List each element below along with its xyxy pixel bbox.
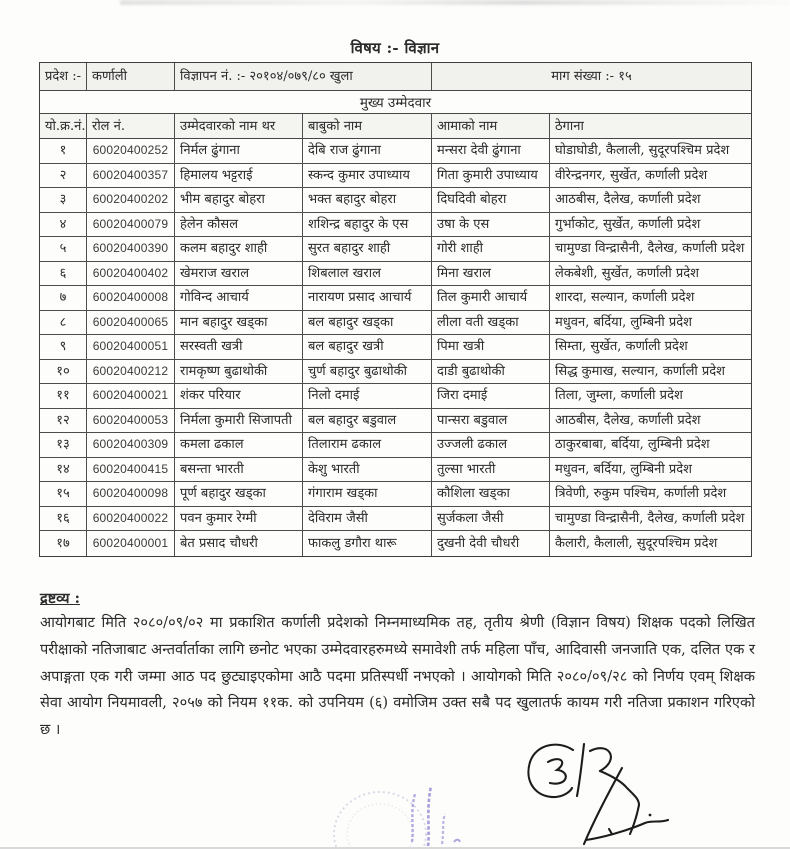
roll-number-cell: 60020400357 [87,164,175,188]
candidate-name-cell: हिमालय भट्टराई [175,164,303,188]
roll-number-cell: 60020400402 [87,262,175,286]
father-name-cell: केशु भारती [303,458,432,482]
roll-number-cell: 60020400022 [87,507,175,531]
signature [498,726,708,847]
table-row [40,213,751,238]
address-cell: आठबीस, दैलेख, कर्णाली प्रदेश [555,412,701,428]
address-cell: चामुण्डा विन्द्रासैनी, दैलेख, कर्णाली प्रदेश [555,510,745,526]
candidate-name-cell: बसन्ता भारती [175,458,303,482]
roll-number-cell: 60020400202 [87,188,175,212]
candidate-name-cell: सरस्वती खत्री [175,335,303,359]
address-cell: कैलारी, कैलाली, सुदूरपश्चिम प्रदेश [555,535,718,551]
father-name-cell: देबि राज ढुंगाना [303,139,432,163]
candidate-name-cell: पवन कुमार रेग्मी [175,507,303,531]
table-row [40,360,751,385]
table-row [40,335,751,360]
info-row [40,63,751,91]
table-row [40,188,751,213]
mother-name-cell: पिमा खत्री [432,335,550,359]
table-row [40,286,751,311]
candidate-name-cell: मान बहादुर खड्का [175,311,303,335]
candidate-name-cell: रामकृष्ण बुढाथोकी [175,360,303,384]
mother-name-cell: लीला वती खड्का [432,311,550,335]
address-cell: चामुण्डा विन्द्रासैनी, दैलेख, कर्णाली प्रदेश [555,241,745,257]
table-row [40,507,751,532]
serial-cell: १४ [40,458,87,482]
mother-name-cell: तुल्सा भारती [432,458,550,482]
table-row [40,531,751,556]
father-name-cell: तिलाराम ढकाल [303,433,432,457]
candidate-name-cell: निर्मला कुमारी सिजापती [175,409,303,433]
roll-number-cell: 60020400390 [87,237,175,261]
mother-name-cell: सुर्जकला जैसी [432,507,550,531]
serial-cell: १५ [40,482,87,506]
father-name-cell: चुर्ण बहादुर बुढाथोकी [303,360,432,384]
table-row [40,409,751,434]
candidates-table [39,62,752,557]
serial-cell: ५ [40,237,87,261]
candidate-name-cell: निर्मल ढुंगाना [175,139,303,163]
roll-number-cell: 60020400309 [87,433,175,457]
mother-name-cell: पान्सरा बडुवाल [432,409,550,433]
roll-number-cell: 60020400053 [87,409,175,433]
father-name-cell: गंगाराम खड्का [303,482,432,506]
serial-cell: १० [40,360,87,384]
address-cell: लेकबेशी, सुर्खेत, कर्णाली प्रदेश [555,265,699,281]
serial-cell: ६ [40,262,87,286]
address-cell: मधुवन, बर्दिया, लुम्बिनी प्रदेश [555,314,693,330]
serial-cell: ७ [40,286,87,310]
table-row [40,164,751,189]
address-cell: तिला, जुम्ला, कर्णाली प्रदेश [555,388,683,404]
father-name-cell: फाकलु डगौरा थारू [303,531,432,556]
table-row [40,237,751,262]
roll-number-cell: 60020400065 [87,311,175,335]
province-label-cell: प्रदेश :- [40,63,87,90]
roll-number-header: रोल नं. [87,114,175,138]
father-name-cell: देविराम जैसी [303,507,432,531]
mother-name-cell: जिरा दमाई [432,384,550,408]
candidate-name-cell: हेलेन कौसल [175,213,303,237]
note-paragraph: आयोगबाट मिति २०८०/०९/०२ मा प्रकाशित कर्णाली प्रदेशको निम्नमाध्यमिक तह, तृतीय श्रेणी (विज्ञान विषय) शिक्षक पदको लिखित परीक्षाको नतिजाबाट अन्तर्वार्ताका लागि छनोट भएका उम्मेदवारहरुमध्ये समावेशी तर्फ महिला पाँच, आदिवासी जनजाति एक, दलित एक र अपाङ्गता एक गरी जम्मा आठ पद छुट्याइएकोमा आठै पदमा प्रतिस्पर्धी नभएको । आयोगको मिति २०८०/०९/२८ को निर्णय एवम् शिक्षक सेवा आयोग नियमावली, २०५७ को नियम ११क. को उपनियम (६) वमोजिम उक्त सबै पद खुलातर्फ कायम गरी नतिजा प्रकाशन गरिएको छ । [40,614,755,739]
section-title-row [40,91,751,114]
father-name-cell: बल बहादुर खत्री [303,335,432,359]
father-name-cell: बल बहादुर खड्का [303,311,432,335]
mother-name-cell: मिना खराल [432,262,550,286]
address-cell: ठाकुरबाबा, बर्दिया, लुम्बिनी प्रदेश [555,437,710,453]
address-cell: सिद्ध कुमाख, सल्यान, कर्णाली प्रदेश [555,363,726,379]
mother-name-header: आमाको नाम [432,114,550,138]
table-row [40,458,751,483]
roll-number-cell: 60020400212 [87,360,175,384]
father-name-cell: भक्त बहादुर बोहरा [303,188,432,212]
roll-number-cell: 60020400008 [87,286,175,310]
father-name-cell: शशिन्द्र बहादुर के एस [303,213,432,237]
candidate-name-cell: खेमराज खराल [175,262,303,286]
table-row [40,311,751,336]
scan-artifact-top [120,0,790,5]
serial-cell: १६ [40,507,87,531]
mother-name-cell: कौशिला खड्का [432,482,550,506]
mother-name-cell: उषा के एस [432,213,550,237]
serial-cell: १ [40,139,87,163]
serial-cell: १७ [40,531,87,556]
note-heading: द्रष्टव्य : [40,590,80,607]
candidate-name-header: उम्मेदवारको नाम थर [175,114,303,138]
candidate-name-cell: भीम बहादुर बोहरा [175,188,303,212]
father-name-cell: निलो दमाई [303,384,432,408]
column-header-row [40,114,751,139]
table-row [40,139,751,164]
table-row [40,433,751,458]
subject-title: विषय :- विज्ञान [350,39,440,57]
serial-cell: ३ [40,188,87,212]
serial-cell: १३ [40,433,87,457]
address-cell: गुर्भाकोट, सुर्खेत, कर्णाली प्रदेश [555,216,701,232]
candidate-name-cell: कलम बहादुर शाही [175,237,303,261]
demand-count-cell: माग संख्या :- १५ [551,69,632,84]
father-name-cell: सुरत बहादुर शाही [303,237,432,261]
candidates-table-body [40,139,751,556]
roll-number-cell: 60020400252 [87,139,175,163]
mother-name-cell: तिल कुमारी आचार्य [432,286,550,310]
roll-number-cell: 60020400415 [87,458,175,482]
roll-number-cell: 60020400098 [87,482,175,506]
father-name-cell: नारायण प्रसाद आचार्य [303,286,432,310]
candidate-name-cell: गोविन्द आचार्य [175,286,303,310]
serial-cell: ११ [40,384,87,408]
mother-name-cell: मन्सरा देवी ढुंगाना [432,139,550,163]
serial-header: यो.क्र.नं. [40,114,87,138]
address-cell: शारदा, सल्यान, कर्णाली प्रदेश [555,290,695,306]
father-name-cell: बल बहादुर बडुवाल [303,409,432,433]
candidate-name-cell: कमला ढकाल [175,433,303,457]
mother-name-cell: दाडी बुढाथोकी [432,360,550,384]
father-name-cell: शिबलाल खराल [303,262,432,286]
mother-name-cell: गोरी शाही [432,237,550,261]
serial-cell: ८ [40,311,87,335]
advertisement-number-cell: विज्ञापन नं. :- २०१०४/०७९/८० खुला [175,63,432,90]
address-header: ठेगाना [555,118,584,134]
table-row [40,482,751,507]
official-stamp [330,772,490,847]
mother-name-cell: दिघदिवी बोहरा [432,188,550,212]
mother-name-cell: उज्जली ढकाल [432,433,550,457]
address-cell: आठबीस, दैलेख, कर्णाली प्रदेश [555,192,701,208]
roll-number-cell: 60020400079 [87,213,175,237]
father-name-cell: स्कन्द कुमार उपाध्याय [303,164,432,188]
mother-name-cell: गिता कुमारी उपाध्याय [432,164,550,188]
address-cell: वीरेन्द्रनगर, सुर्खेत, कर्णाली प्रदेश [555,167,708,183]
table-row [40,262,751,287]
section-title: मुख्य उम्मेदवार [359,95,432,111]
address-cell: त्रिवेणी, रुकुम पश्चिम, कर्णाली प्रदेश [555,486,727,502]
serial-cell: २ [40,164,87,188]
roll-number-cell: 60020400051 [87,335,175,359]
address-cell: घोडाघोडी, कैलाली, सुदूरपश्चिम प्रदेश [555,143,730,159]
serial-cell: १२ [40,409,87,433]
candidate-name-cell: पूर्ण बहादुर खड्का [175,482,303,506]
table-row [40,384,751,409]
province-value-cell: कर्णाली [87,63,175,90]
serial-cell: ४ [40,213,87,237]
roll-number-cell: 60020400021 [87,384,175,408]
roll-number-cell: 60020400001 [87,531,175,556]
father-name-header: बाबुको नाम [303,114,432,138]
serial-cell: ९ [40,335,87,359]
candidate-name-cell: शंकर परियार [175,384,303,408]
mother-name-cell: दुखनी देवी चौधरी [432,531,550,556]
address-cell: सिम्ता, सुर्खेत, कर्णाली प्रदेश [555,339,688,355]
candidate-name-cell: बेत प्रसाद चौधरी [175,531,303,556]
address-cell: मधुवन, बर्दिया, लुम्बिनी प्रदेश [555,461,693,477]
